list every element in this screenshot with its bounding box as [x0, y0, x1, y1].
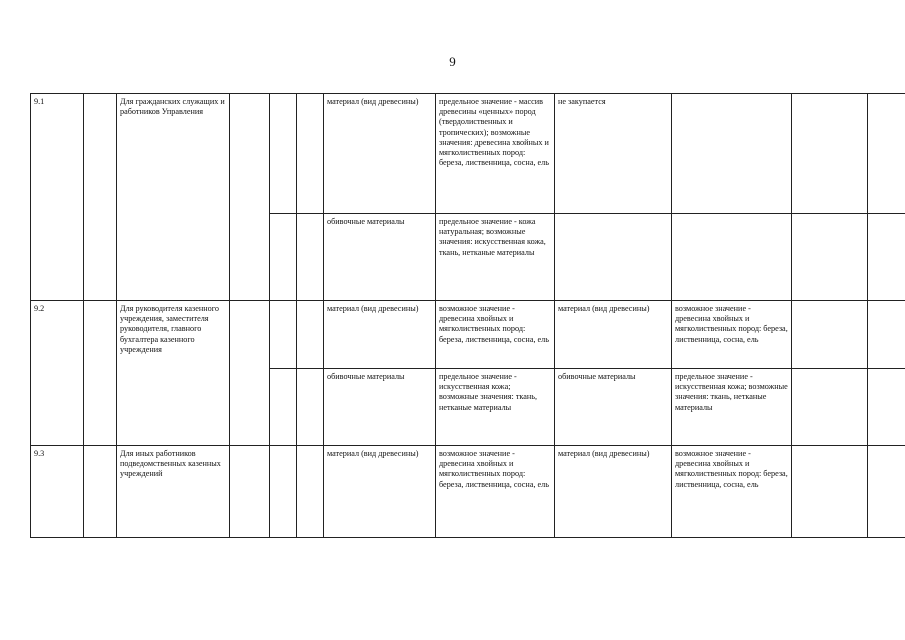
- value2-cell: [672, 94, 792, 214]
- characteristic2-cell: материал (вид древесины): [555, 446, 672, 538]
- empty-cell: [270, 446, 297, 538]
- characteristic2-cell: не закупается: [555, 94, 672, 214]
- table-row: [31, 94, 905, 214]
- table-row: [31, 446, 905, 538]
- characteristic2-cell: обивочные материалы: [555, 369, 672, 446]
- empty-cell: [792, 446, 868, 538]
- characteristic2-cell: материал (вид древесины): [555, 301, 672, 369]
- empty-cell: [230, 301, 270, 446]
- characteristic-cell: материал (вид древесины): [324, 94, 436, 214]
- row-number: 9.2: [31, 301, 84, 446]
- characteristic-cell: материал (вид древесины): [324, 446, 436, 538]
- empty-cell: [270, 214, 297, 301]
- empty-cell: [297, 446, 324, 538]
- table-row: [31, 301, 905, 369]
- empty-cell: [868, 369, 905, 446]
- category-cell: Для иных работников подведомственных казенных учреждений: [117, 446, 230, 538]
- empty-cell: [230, 446, 270, 538]
- value2-cell: возможное значение - древесина хвойных и мягколиственных пород: береза, лиственница, сосна, ель: [672, 301, 792, 369]
- empty-cell: [297, 94, 324, 214]
- value-cell: предельное значение - искусственная кожа; возможные значения: ткань, нетканые материалы: [436, 369, 555, 446]
- requirements-table: [30, 93, 905, 538]
- empty-cell: [84, 94, 117, 301]
- empty-cell: [270, 301, 297, 369]
- characteristic-cell: обивочные материалы: [324, 214, 436, 301]
- empty-cell: [792, 369, 868, 446]
- value-cell: предельное значение - массив древесины «ценных» пород (твердолиственных и тропических); возможные значения: древесина хвойных и мягколиственных пород: береза, лиственница, сосна, ель: [436, 94, 555, 214]
- row-number: 9.1: [31, 94, 84, 301]
- empty-cell: [297, 301, 324, 369]
- empty-cell: [297, 369, 324, 446]
- empty-cell: [868, 446, 905, 538]
- page-number: 9: [449, 54, 456, 69]
- empty-cell: [84, 301, 117, 446]
- empty-cell: [297, 214, 324, 301]
- category-cell: Для руководителя казенного учреждения, заместителя руководителя, главного бухгалтера казенного учреждения: [117, 301, 230, 446]
- empty-cell: [792, 301, 868, 369]
- value-cell: предельное значение - кожа натуральная; возможные значения: искусственная кожа, ткань, нетканые материалы: [436, 214, 555, 301]
- characteristic-cell: материал (вид древесины): [324, 301, 436, 369]
- empty-cell: [84, 446, 117, 538]
- characteristic2-cell: [555, 214, 672, 301]
- value2-cell: возможное значение - древесина хвойных и мягколиственных пород: береза, лиственница, сосна, ель: [672, 446, 792, 538]
- empty-cell: [868, 94, 905, 214]
- empty-cell: [230, 94, 270, 301]
- value2-cell: предельное значение - искусственная кожа; возможные значения: ткань, нетканые материалы: [672, 369, 792, 446]
- empty-cell: [868, 214, 905, 301]
- value-cell: возможное значение - древесина хвойных и мягколиственных пород: береза, лиственница, сосна, ель: [436, 446, 555, 538]
- value-cell: возможное значение - древесина хвойных и мягколиственных пород: береза, лиственница, сосна, ель: [436, 301, 555, 369]
- empty-cell: [868, 301, 905, 369]
- category-cell: Для гражданских служащих и работников Управления: [117, 94, 230, 301]
- empty-cell: [270, 369, 297, 446]
- row-number: 9.3: [31, 446, 84, 538]
- empty-cell: [792, 94, 868, 214]
- characteristic-cell: обивочные материалы: [324, 369, 436, 446]
- value2-cell: [672, 214, 792, 301]
- empty-cell: [792, 214, 868, 301]
- empty-cell: [270, 94, 297, 214]
